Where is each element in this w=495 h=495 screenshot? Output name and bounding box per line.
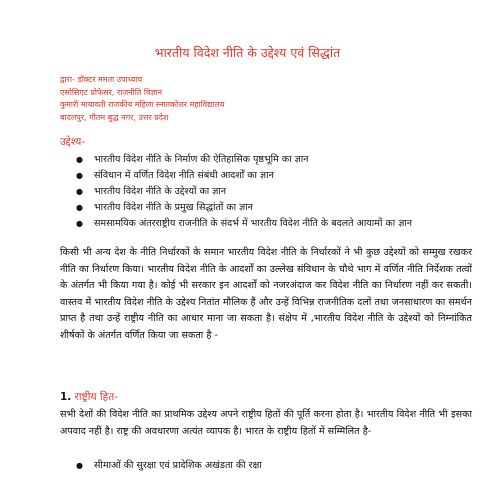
- objective-item: ● समसामयिक अंतरराष्ट्रीय राजनीति के संदर्भ में भारतीय विदेश नीति के बदलते आयामों का ज्ञान: [70, 216, 495, 232]
- document-title: भारतीय विदेश नीति के उद्देश्य एवं सिद्धांत: [154, 45, 341, 60]
- objective-item: ● भारतीय विदेश नीति के उद्देश्यों का ज्ञान: [70, 184, 495, 200]
- author-place: बादलपुर, गौतम बुद्ध नगर, उत्तर प्रदेश: [60, 112, 169, 122]
- intro-paragraph: किसी भी अन्य देश के नीति निर्धारकों के समान भारतीय विदेश नीति के निर्धारकों ने भी कुछ उद्देश्यों को सम्मुख रखकर नीति का निर्धारण किया। भारतीय विदेश नीति के आदर्शों का उल्लेख संविधान के चौथे भाग में वर्णित नीति निर्देशक तत्वों के अंतर्गत भी किया गया है। कोई भी सरकार इन आदर्शों को नजरअंदाज कर विदेश नीति का निर्धारण नहीं कर सकती। वास्तव में भारतीय विदेश नीति के उद्देश्य नितांत मौलिक हैं और उन्हें विभिन्न राजनीतिक दलों तथा जनसाधारण का समर्थन प्राप्त है तथा उन्हें राष्ट्रीय नीति का आधार माना जा सकता है। संक्षेप में ,भारतीय विदेश नीति के उद्देश्यों को निम्नांकित शीर्षकों के अंतर्गत वर्णित किया जा सकता है -: [60, 247, 472, 341]
- objective-item: ● संविधान में वर्णित विदेश नीति संबंधी आदर्शों का ज्ञान: [70, 168, 495, 184]
- author-college: कुमारी मायावती राजकीय महिला स्नातकोत्तर महाविद्यालय: [60, 100, 225, 109]
- objective-item: ● भारतीय विदेश नीति के निर्माण की ऐतिहासिक पृष्ठभूमि का ज्ञान: [70, 152, 495, 168]
- section-title: राष्ट्रीय हित-: [74, 391, 119, 403]
- section-bullet-item: ● सीमाओं की सुरक्षा एवं प्रादेशिक अखंडता की रक्षा: [70, 458, 262, 474]
- section-number: 1.: [60, 391, 72, 403]
- section-heading: [60, 390, 118, 404]
- author-block: [60, 74, 224, 124]
- author-designation: एसोसिएट प्रोफेसर, राजनीति विज्ञान: [60, 87, 163, 97]
- section-paragraph: सभी देशों की विदेश नीति का प्राथमिक उद्देश्य अपने राष्ट्रीय हितों की पूर्ति करना होता है। भारतीय विदेश नीति भी इसका अपवाद नहीं है। राष्ट्र की अवधारणा अत्यंत व्यापक है। भारत के राष्ट्रीय हितों में सम्मिलित है-: [60, 409, 472, 437]
- author-name: द्वारा- डॉक्टर ममता उपाध्याय: [60, 75, 143, 84]
- objectives-heading: उद्देश्य-: [60, 136, 86, 148]
- section-bullet-list: [70, 458, 262, 474]
- objectives-list: [70, 152, 495, 232]
- objective-item: ● भारतीय विदेश नीति के प्रमुख सिद्धांतों का ज्ञान: [70, 200, 495, 216]
